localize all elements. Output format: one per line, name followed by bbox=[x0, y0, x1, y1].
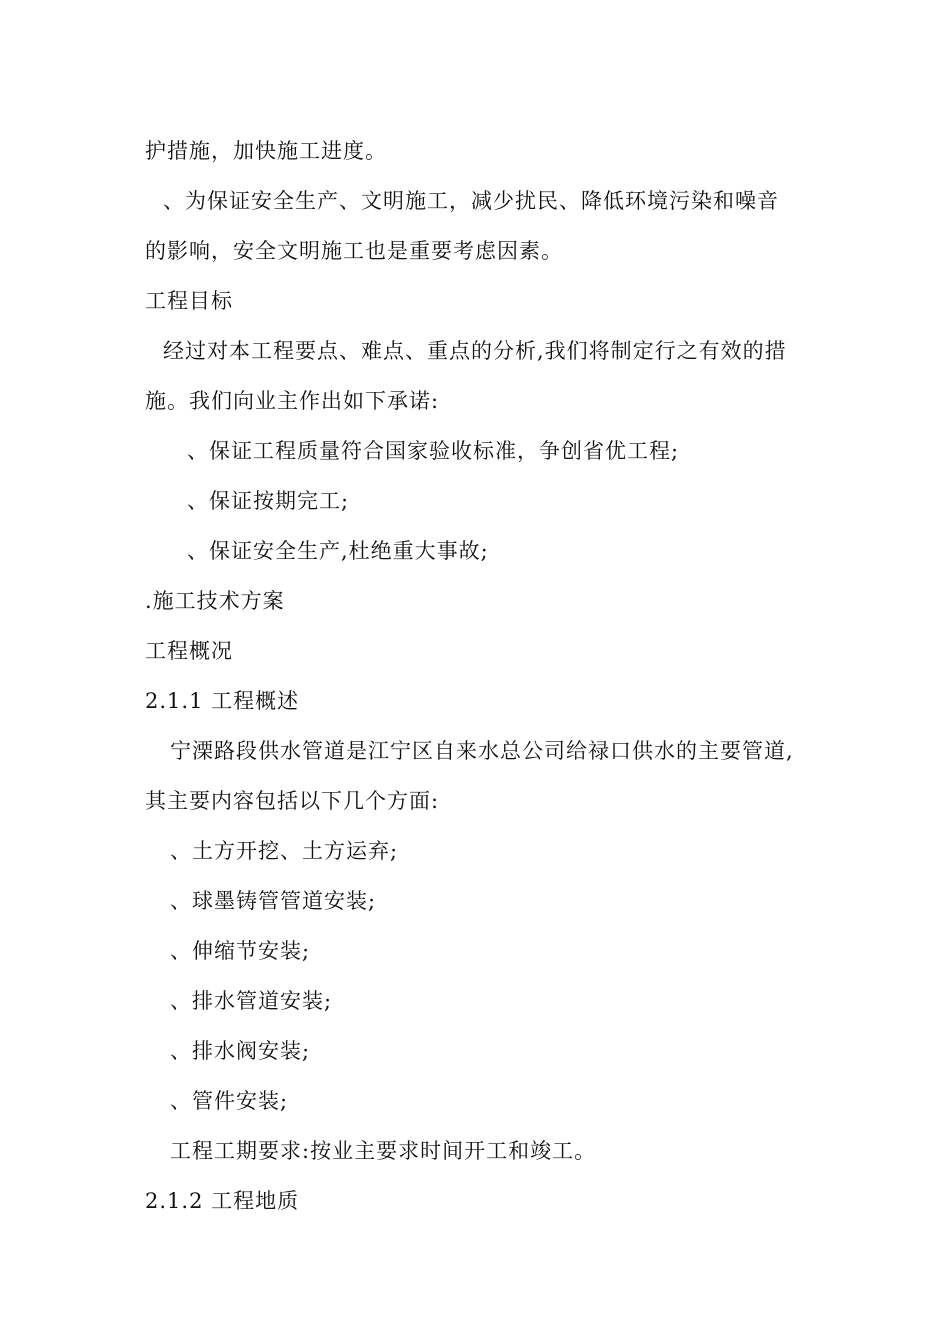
paragraph-line: 工程工期要求:按业主要求时间开工和竣工。 bbox=[170, 1139, 597, 1163]
list-item: 、保证按期完工; bbox=[187, 489, 350, 513]
subsection-heading: 2.1.2 工程地质 bbox=[145, 1189, 300, 1213]
paragraph-line: 其主要内容包括以下几个方面: bbox=[145, 789, 440, 813]
section-heading: .施工技术方案 bbox=[145, 589, 285, 613]
section-heading: 工程概况 bbox=[145, 639, 233, 663]
paragraph-line: 施。我们向业主作出如下承诺: bbox=[145, 389, 440, 413]
list-item: 、管件安装; bbox=[170, 1089, 289, 1113]
section-heading: 工程目标 bbox=[145, 289, 233, 313]
paragraph-line: 经过对本工程要点、难点、重点的分析,我们将制定行之有效的措 bbox=[163, 339, 787, 363]
paragraph-line: 、为保证安全生产、文明施工，减少扰民、降低环境污染和噪音 bbox=[163, 189, 779, 213]
list-item: 、保证工程质量符合国家验收标准，争创省优工程; bbox=[187, 439, 680, 463]
paragraph-line: 宁溧路段供水管道是江宁区自来水总公司给禄口供水的主要管道, bbox=[170, 739, 794, 763]
paragraph-line: 的影响，安全文明施工也是重要考虑因素。 bbox=[145, 239, 563, 263]
list-item: 、保证安全生产,杜绝重大事故; bbox=[187, 539, 489, 563]
list-item: 、伸缩节安装; bbox=[170, 939, 311, 963]
paragraph-line: 护措施，加快施工进度。 bbox=[145, 139, 387, 163]
list-item: 、土方开挖、土方运弃; bbox=[170, 839, 399, 863]
subsection-heading: 2.1.1 工程概述 bbox=[145, 689, 300, 713]
list-item: 、球墨铸管管道安装; bbox=[170, 889, 377, 913]
list-item: 、排水管道安装; bbox=[170, 989, 333, 1013]
list-item: 、排水阀安装; bbox=[170, 1039, 311, 1063]
